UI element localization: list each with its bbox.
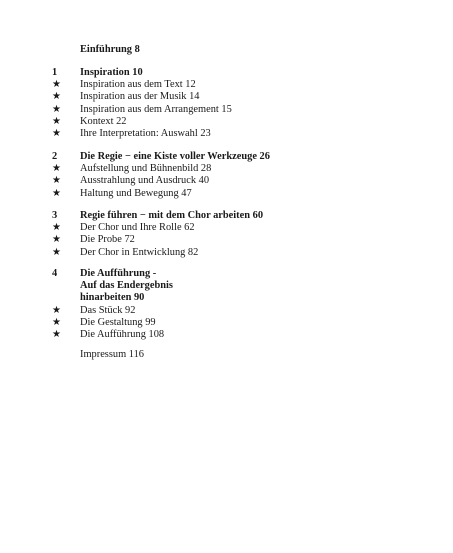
toc-item-label: Die Aufführung 108 (80, 328, 165, 340)
toc-chapter-3 (0, 211, 453, 260)
chapter-title-continued: hinarbeiten 90 (80, 292, 145, 304)
toc-item (0, 306, 453, 318)
chapter-title: Regie führen − mit dem Chor arbeiten 60 (80, 210, 264, 221)
toc-item (0, 117, 453, 129)
toc-item (0, 235, 453, 247)
chapter-number: 4 (52, 268, 58, 279)
toc-item (0, 80, 453, 92)
chapter-title-row (0, 68, 453, 80)
star-icon: ★ (52, 175, 61, 187)
toc-chapter-2 (0, 152, 453, 201)
star-icon: ★ (52, 316, 61, 328)
toc-item (0, 92, 453, 104)
chapter-title: Inspiration 10 (80, 67, 143, 78)
star-icon: ★ (52, 103, 61, 115)
toc-item-label: Inspiration aus der Musik 14 (80, 91, 200, 103)
star-icon: ★ (52, 222, 61, 234)
toc-item (0, 176, 453, 188)
toc-item (0, 318, 453, 330)
star-icon: ★ (52, 79, 61, 91)
toc-item-label: Die Gestaltung 99 (80, 316, 156, 328)
star-icon: ★ (52, 163, 61, 175)
toc-item (0, 105, 453, 117)
toc-item-label: Der Chor in Entwicklung 82 (80, 246, 199, 258)
toc-chapter-4 (0, 269, 453, 342)
toc-impressum-entry: Impressum 116 (80, 349, 144, 360)
chapter-title-row (0, 281, 453, 293)
chapter-number: 2 (52, 151, 58, 162)
toc-item-label: Der Chor und Ihre Rolle 62 (80, 222, 195, 234)
toc-item (0, 164, 453, 176)
chapter-title: Die Aufführung - (80, 268, 157, 279)
star-icon: ★ (52, 234, 61, 246)
toc-item-label: Haltung und Bewegung 47 (80, 187, 192, 199)
toc-item-label: Kontext 22 (80, 115, 127, 127)
star-icon: ★ (52, 304, 61, 316)
toc-item-label: Die Probe 72 (80, 234, 135, 246)
star-icon: ★ (52, 328, 61, 340)
star-icon: ★ (52, 246, 61, 258)
chapter-title-row (0, 293, 453, 305)
toc-item (0, 223, 453, 235)
toc-item-label: Ihre Interpretation: Auswahl 23 (80, 127, 211, 139)
chapter-number: 3 (52, 210, 58, 221)
chapter-number: 1 (52, 67, 58, 78)
toc-item-label: Inspiration aus dem Text 12 (80, 79, 196, 91)
toc-item (0, 248, 453, 260)
star-icon: ★ (52, 115, 61, 127)
toc-item (0, 330, 453, 342)
star-icon: ★ (52, 187, 61, 199)
chapter-title-row (0, 269, 453, 281)
toc-item-label: Das Stück 92 (80, 304, 136, 316)
toc-item-label: Inspiration aus dem Arrangement 15 (80, 103, 232, 115)
star-icon: ★ (52, 91, 61, 103)
toc-item-label: Ausstrahlung und Ausdruck 40 (80, 175, 210, 187)
toc-item-label: Aufstellung und Bühnenbild 28 (80, 163, 212, 175)
toc-intro-entry: Einführung 8 (80, 44, 140, 55)
chapter-title-row (0, 152, 453, 164)
toc-item (0, 129, 453, 141)
toc-chapter-1 (0, 68, 453, 141)
chapter-title-continued: Auf das Endergebnis (80, 280, 173, 292)
star-icon: ★ (52, 127, 61, 139)
chapter-title-row (0, 211, 453, 223)
toc-item (0, 189, 453, 201)
chapter-title: Die Regie − eine Kiste voller Werkzeuge 26 (80, 151, 270, 162)
